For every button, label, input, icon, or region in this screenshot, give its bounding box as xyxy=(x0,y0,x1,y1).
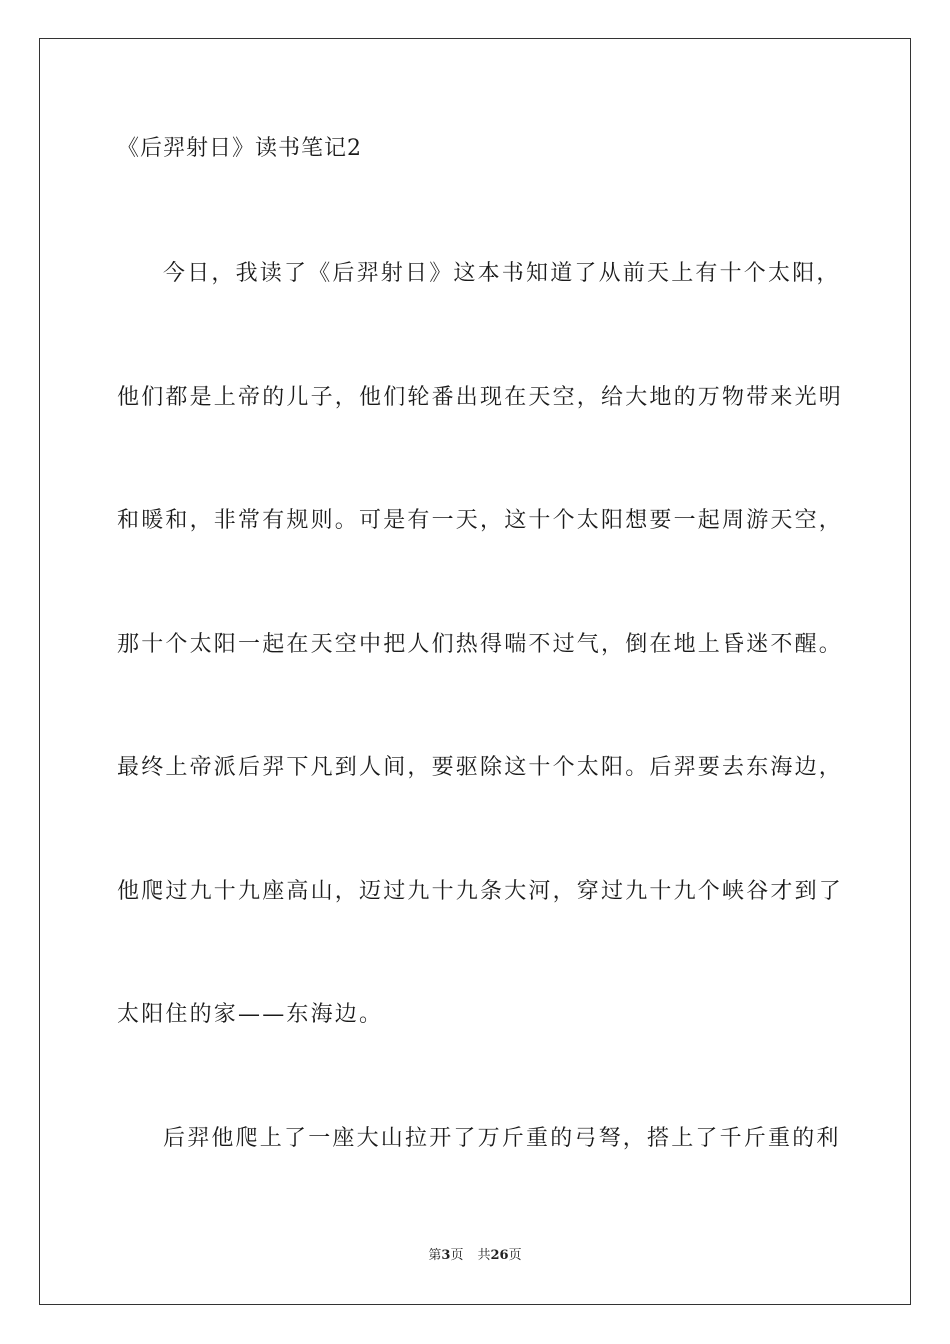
paragraph-line: 今日，我读了《后羿射日》这本书知道了从前天上有十个太阳， xyxy=(163,261,841,286)
total-pages: 26 xyxy=(490,1248,509,1263)
paragraph-line: 他爬过九十九座高山，迈过九十九条大河，穿过九十九个峡谷才到了 xyxy=(117,879,844,904)
total-prefix: 共 xyxy=(477,1248,491,1263)
paragraph-line: 太阳住的家——东海边。 xyxy=(117,1002,384,1027)
paragraph-line: 最终上帝派后羿下凡到人间，要驱除这十个太阳。后羿要去东海边， xyxy=(117,755,844,780)
total-suffix: 页 xyxy=(508,1248,522,1263)
page-number: 3 xyxy=(441,1248,451,1263)
paragraph-line: 那十个太阳一起在天空中把人们热得喘不过气，倒在地上昏迷不醒。 xyxy=(117,632,844,657)
paragraph-line: 和暖和，非常有规则。可是有一天，这十个太阳想要一起周游天空， xyxy=(117,508,844,533)
page-frame xyxy=(39,38,911,1305)
page-suffix: 页 xyxy=(450,1248,464,1263)
document-title: 《后羿射日》读书笔记2 xyxy=(117,136,362,161)
page-prefix: 第 xyxy=(428,1248,442,1263)
paragraph-line: 他们都是上帝的儿子，他们轮番出现在天空，给大地的万物带来光明 xyxy=(117,385,844,410)
page-footer xyxy=(0,1247,950,1265)
paragraph-line: 后羿他爬上了一座大山拉开了万斤重的弓弩，搭上了千斤重的利 xyxy=(163,1126,841,1151)
